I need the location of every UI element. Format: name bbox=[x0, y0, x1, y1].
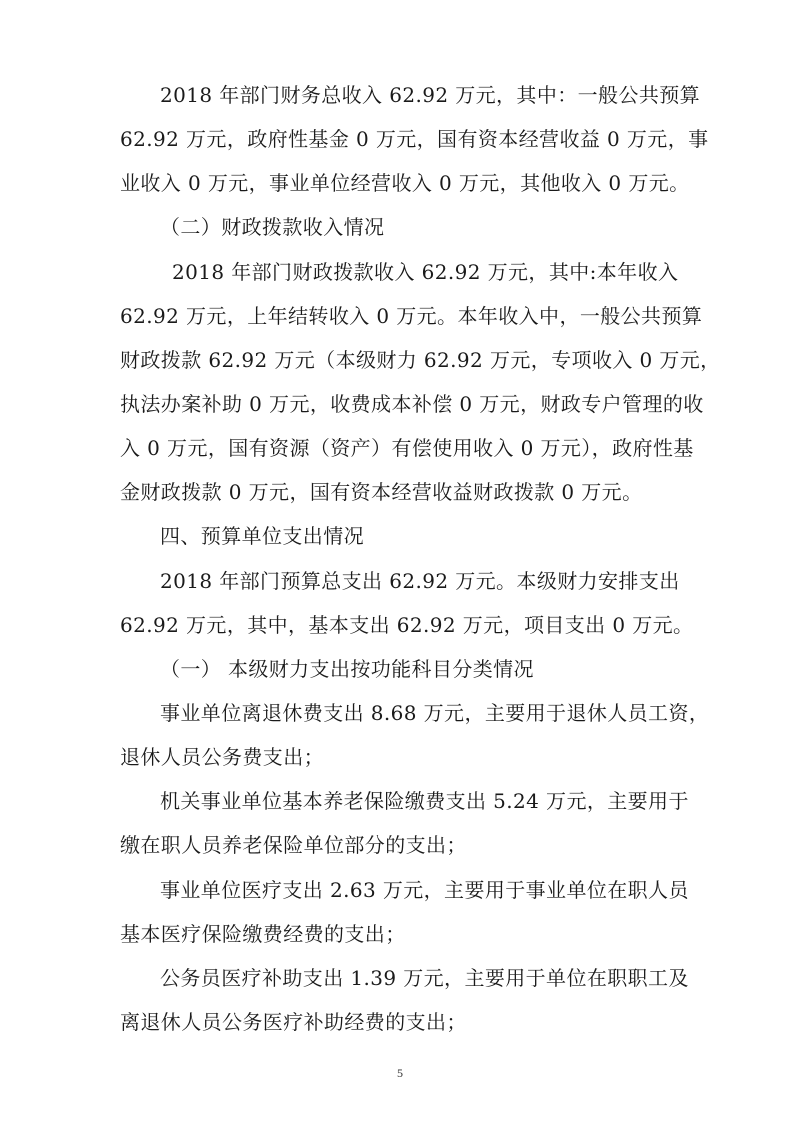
paragraph-line: 入 0 万元，国有资源（资产）有偿使用收入 0 万元），政府性基 bbox=[120, 436, 694, 460]
paragraph-line: 62.92 万元，其中，基本支出 62.92 万元，项目支出 0 万元。 bbox=[120, 613, 694, 637]
paragraph-line: 业收入 0 万元，事业单位经营收入 0 万元，其他收入 0 万元。 bbox=[120, 171, 690, 195]
paragraph-line: 2018 年部门财政拨款收入 62.92 万元，其中:本年收入 bbox=[172, 260, 679, 284]
section-heading: （二）财政拨款收入情况 bbox=[160, 215, 385, 239]
paragraph-line: 机关事业单位基本养老保险缴费支出 5.24 万元，主要用于 bbox=[160, 789, 689, 813]
paragraph-line: 公务员医疗补助支出 1.39 万元，主要用于单位在职职工及 bbox=[160, 966, 689, 990]
paragraph-line: 2018 年部门预算总支出 62.92 万元。本级财力安排支出 bbox=[160, 569, 680, 593]
paragraph-line: 62.92 万元，政府性基金 0 万元，国有资本经营收益 0 万元，事 bbox=[120, 127, 709, 151]
paragraph-line: 缴在职人员养老保险单位部分的支出； bbox=[120, 833, 467, 857]
paragraph-line: 事业单位离退休费支出 8.68 万元，主要用于退休人员工资， bbox=[160, 701, 710, 725]
paragraph-line: 事业单位医疗支出 2.63 万元，主要用于事业单位在职人员 bbox=[160, 878, 689, 902]
paragraph-line: 离退休人员公务医疗补助经费的支出； bbox=[120, 1010, 467, 1034]
section-heading: 四、预算单位支出情况 bbox=[160, 524, 364, 548]
paragraph-line: 金财政拨款 0 万元，国有资本经营收益财政拨款 0 万元。 bbox=[120, 480, 643, 504]
paragraph-line: 62.92 万元，上年结转收入 0 万元。本年收入中，一般公共预算 bbox=[120, 304, 703, 328]
paragraph-line: 2018 年部门财务总收入 62.92 万元，其中：一般公共预算 bbox=[160, 83, 701, 107]
paragraph-line: 退休人员公务费支出； bbox=[120, 745, 324, 769]
paragraph-line: 执法办案补助 0 万元，收费成本补偿 0 万元，财政专户管理的收 bbox=[120, 392, 704, 416]
subsection-heading: （一） 本级财力支出按功能科目分类情况 bbox=[160, 657, 534, 681]
paragraph-line: 基本医疗保险缴费经费的支出； bbox=[120, 922, 406, 946]
page-number: 5 bbox=[397, 1066, 403, 1080]
paragraph-line: 财政拨款 62.92 万元（本级财力 62.92 万元，专项收入 0 万元， bbox=[120, 348, 721, 372]
